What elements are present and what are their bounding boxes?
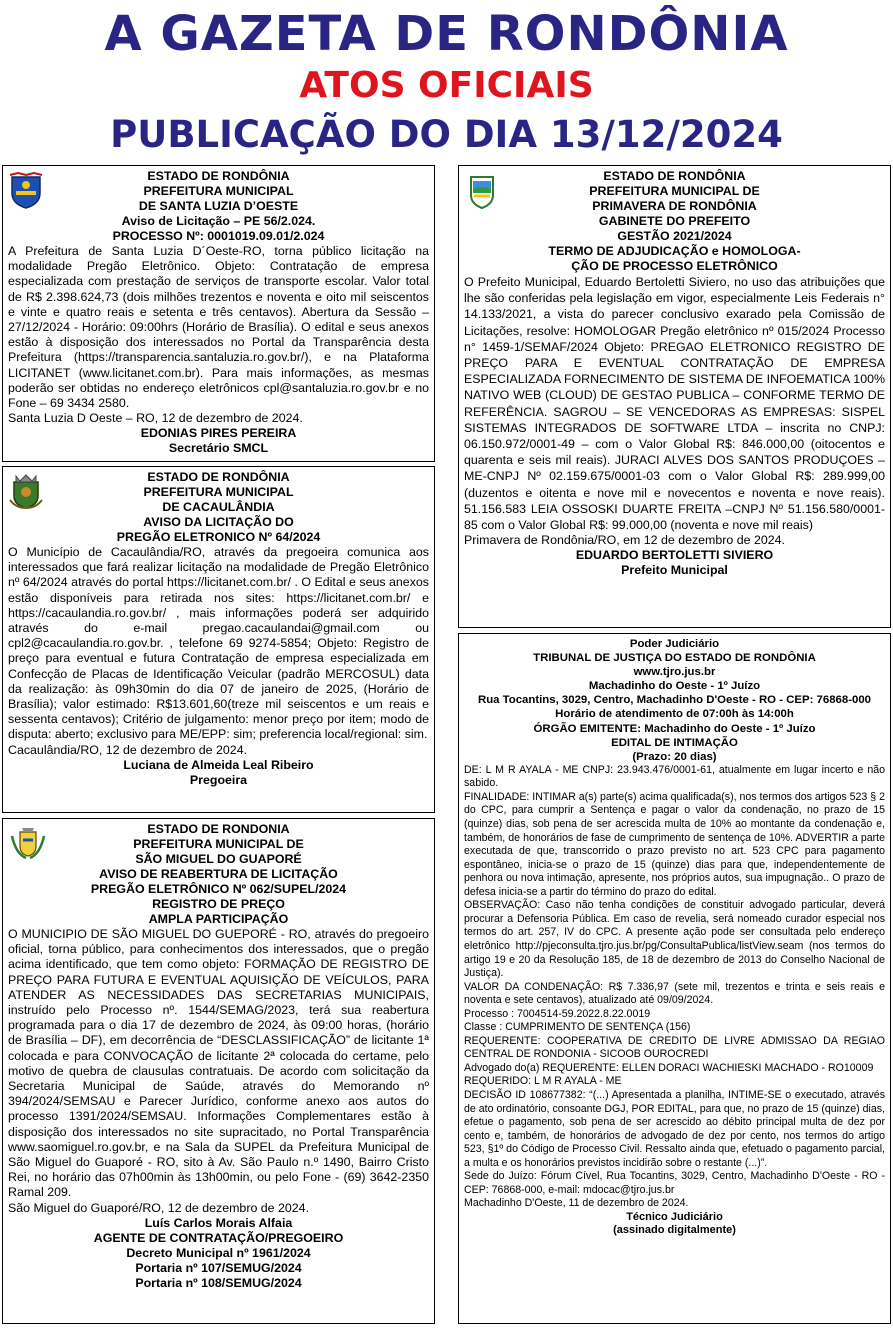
notice-signature: [464, 1211, 885, 1238]
header-line: DE CACAULÂNDIA: [162, 500, 275, 514]
notice-paragraph: Processo : 7004514-59.2022.8.22.0019: [464, 1007, 651, 1020]
header-line: PREFEITURA MUNICIPAL DE: [133, 837, 304, 851]
signer-role: Pregoeira: [189, 772, 248, 787]
header-line: (Prazo: 20 dias): [632, 750, 717, 763]
header-line: ESTADO DE RONDÔNIA: [603, 169, 746, 183]
header-line: PREGÃO ELETRÔNICO Nº 062/SUPEL/2024: [90, 882, 347, 896]
header-line: PREGÃO ELETRONICO Nº 64/2024: [116, 530, 321, 544]
notice-date: São Miguel do Guaporé/RO, 12 de dezembro de 2024.: [8, 1200, 310, 1215]
header-line: AVISO DA LICITAÇÃO DO: [143, 515, 294, 529]
notice-paragraph: DECISÃO ID 108677382: “(...) Apresentada a planilha, INTIME-SE o executado, através de ato ordinatório, consoante DGJ, POR EDITAL, para que, no prazo de 15 (quinze) dias, efetue o pagamento, sob pena de ser acrescido ao débito principal multa de dez por cento e, também, de honorários de advogado de dez por cento, nos termos do artigo 523, §1º do Código de Processo Civil. Ressalto ainda que, efetuado o pagamento parcial, a multa e os honorários previstos incidirão sobre o restante (...)”.: [464, 1088, 885, 1169]
header-line: Horário de atendimento de 07:00h às 14:00h: [555, 708, 794, 721]
notice-header: [8, 169, 429, 244]
masthead: [0, 0, 893, 160]
header-line: ÓRGÃO EMITENTE: Machadinho do Oeste - 1º Juízo: [533, 722, 816, 735]
header-line: REGISTRO DE PREÇO: [152, 897, 285, 911]
signer-role: Técnico Judiciário: [626, 1210, 723, 1223]
header-line: PREFEITURA MUNICIPAL: [143, 184, 294, 198]
notice-header: [464, 637, 885, 764]
signer-name: EDONIAS PIRES PEREIRA: [140, 426, 297, 441]
notice-primavera: [458, 165, 891, 628]
signer-ordinance: Portaria nº 108/SEMUG/2024: [135, 1275, 302, 1290]
header-line: PREFEITURA MUNICIPAL: [143, 485, 294, 499]
signer-decree: Decreto Municipal nº 1961/2024: [126, 1245, 311, 1260]
notice-paragraph: FINALIDADE: INTIMAR a(s) parte(s) acima qualificada(s), nos termos dos artigos 523 § 2 do CPC, para cumprir a Sentença e pagar o valor da condenação, no prazo de 15 (quinze) dias, sob pena de ser acrescida multa de 10% ao montante da condenação e, também, de honorários de fase de cumprimento de sentença de 10%. ADVERTIR a parte executada de que, transcorrido o prazo previsto no art. 523 CPC para pagamento espontâneo, inicia-se o prazo de 15 (quinze) dias para que, independentemente de penhora ou nova intimação, apresente, nos próprios autos, sua impugnação.. O prazo de defesa inicia-se a partir do término do prazo do edital.: [464, 790, 885, 898]
notice-paragraph: Classe : CUMPRIMENTO DE SENTENÇA (156): [464, 1021, 691, 1034]
header-line: ESTADO DE RONDONIA: [147, 822, 290, 836]
notice-date: Santa Luzia D Oeste – RO, 12 de dezembro de 2024.: [8, 411, 303, 426]
notice-body: O Prefeito Municipal, Eduardo Bertoletti Siviero, no uso das atribuições que lhe são conferidas pela legislação em vigor, especialmente Leis Federais n° 14.133/2021, a vista do parecer conclusivo exarado pela Comissão de Licitações, resolve: HOMOLOGAR Pregão eletrônico nº 015/2024 Processo n° 1459-1/SEMAF/2024 Objeto: PREGAO ELETRONICO REGISTRO DE PREÇO PARA E EVENTUAL CONTRATAÇÃO DE EMPRESA ESPECIALIZADA FORNECIMENTO DE SISTEMA DE INFOEMATICA 100% NATIVO WEB (CLOUD) DE GESTAO PUBLICA – CONFORME TERMO DE REFERÊNCIA. SAGROU – SE VENCEDORAS AS EMPRESAS: SISPEL SISTEMAS INTEGRADOS DE SOFTWARE LTDA – inscrita no CNPJ: 06.150.972/0001-49 – com o Valor Global R$: 846.000,00 (oitocentos e quarenta e seis mil reais). JURACI ALVES DOS SANTOS PRODUÇOES –ME-CNPJ Nº 02.159.675/0001-03 com o Valor Global R$: 289.999,00 (duzentos e oitenta e nove mil e novecentos e noventa e nove reais). 51.156.583 LEIA OSSOSKI DUARTE FREITA –CNPJ Nº 51.156.580/0001-85 com o Valor Global R$: 99.000,00 (noventa e nove mil reais): [464, 275, 885, 533]
notice-paragraph: DE: L M R AYALA - ME CNPJ: 23.943.476/0001-61, atualmente em lugar incerto e não sabido.: [464, 763, 885, 790]
municipal-crest-icon: [8, 171, 44, 209]
notice-paragraph: Advogado do(a) REQUERENTE: ELLEN DORACI WACHIESKI MACHADO - RO10009: [464, 1061, 874, 1074]
notice-paragraph: OBSERVAÇÃO: Caso não tenha condições de constituir advogado particular, deverá procurar a Defensoria Pública. Em caso de revelia, será nomeado curador especial nos termos do art. 257, IV do CPC. A presente ação pode ser consultada pelo endereço eletrônico http://pjeconsulta.tjro.jus.br/pg/ConsultaPublica/listView.seam (nos termos do artigo 19 e 20 da Resolução 185, de 18 de dezembro de 2013 do Conselho Nacional de Justiça).: [464, 899, 885, 980]
header-line: PRIMAVERA DE RONDÔNIA: [592, 199, 757, 213]
notice-paragraph: VALOR DA CONDENAÇÃO: R$ 7.336,97 (sete mil, trezentos e trinta e seis reais e noventa e sete centavos), atualizado até 09/09/2024.: [464, 980, 885, 1007]
notice-header: [8, 822, 429, 927]
notice-paragraph: REQUERENTE: COOPERATIVA DE CREDITO DE LIVRE ADMISSAO DA REGIAO CENTRAL DE RONDONIA - SICOOB OUROCREDI: [464, 1034, 885, 1061]
signer-role: Secretário SMCL: [168, 441, 269, 456]
signer-name: Luís Carlos Morais Alfaia: [144, 1215, 293, 1230]
notice-date: Cacaulândia/RO, 12 de dezembro de 2024.: [8, 742, 248, 757]
newspaper-title: A GAZETA DE RONDÔNIA: [104, 6, 789, 62]
edition-date: PUBLICAÇÃO DO DIA 13/12/2024: [110, 113, 783, 156]
header-line: ESTADO DE RONDÔNIA: [147, 470, 290, 484]
header-line: TRIBUNAL DE JUSTIÇA DO ESTADO DE RONDÔNIA: [533, 652, 816, 665]
municipal-crest-icon: [8, 472, 44, 510]
header-line: Rua Tocantins, 3029, Centro, Machadinho D'Oeste - RO - CEP: 76868-000: [477, 694, 872, 707]
notice-sao-miguel: [2, 818, 435, 1324]
signer-role: AGENTE DE CONTRATAÇÃO/PREGOEIRO: [93, 1230, 344, 1245]
header-line: GESTÃO 2021/2024: [617, 229, 732, 243]
notice-header: [464, 169, 885, 274]
header-line: PROCESSO Nº: 0001019.09.01/2.024: [112, 229, 325, 243]
notice-signature: [464, 548, 885, 578]
notice-date: Primavera de Rondônia/RO, em 12 de dezembro de 2024.: [464, 533, 785, 548]
signer-note: (assinado digitalmente): [613, 1224, 736, 1237]
section-title: ATOS OFICIAIS: [299, 65, 594, 106]
signer-ordinance: Portaria nº 107/SEMUG/2024: [135, 1260, 302, 1275]
municipal-crest-icon: [464, 171, 500, 209]
header-line: Aviso de Licitação – PE 56/2.024.: [121, 214, 316, 228]
header-line: ESTADO DE RONDÔNIA: [147, 169, 290, 183]
header-line: TERMO DE ADJUDICAÇÃO e HOMOLOGA-: [548, 244, 801, 258]
header-line: SÃO MIGUEL DO GUAPORÉ: [135, 852, 302, 866]
header-line: Machadinho do Oeste - 1º Juízo: [588, 680, 761, 693]
notice-signature: [8, 426, 429, 456]
header-line: ÇÃO DE PROCESSO ELETRÔNICO: [571, 259, 778, 273]
signer-role: Prefeito Municipal: [621, 563, 728, 578]
notice-paragraph: REQUERIDO: L M R AYALA - ME: [464, 1075, 622, 1088]
header-line: AVISO DE REABERTURA DE LICITAÇÃO: [99, 867, 338, 881]
header-line: GABINETE DO PREFEITO: [598, 214, 751, 228]
header-line: PREFEITURA MUNICIPAL DE: [589, 184, 760, 198]
notice-signature: [8, 758, 429, 788]
signer-name: Luciana de Almeida Leal Ribeiro: [123, 757, 314, 772]
header-line: DE SANTA LUZIA D’OESTE: [138, 199, 299, 213]
notice-cacaulandia: [2, 466, 435, 813]
notice-signature: [8, 1216, 429, 1291]
notice-header: [8, 470, 429, 545]
signer-name: EDUARDO BERTOLETTI SIVIERO: [575, 548, 774, 563]
header-line: AMPLA PARTICIPAÇÃO: [148, 912, 289, 926]
header-line: EDITAL DE INTIMAÇÃO: [611, 736, 738, 749]
notice-santa-luzia: [2, 165, 435, 462]
header-line: Poder Judiciário: [629, 638, 720, 650]
notice-paragraph: Sede do Juízo: Fórum Cível, Rua Tocantins, 3029, Centro, Machadinho D'Oeste - RO - CEP: 76868-000, e-mail: mdocac@tjro.jus.br: [464, 1170, 885, 1196]
notice-body: O Município de Cacaulândia/RO, através da pregoeira comunica aos interessados que fará realizar licitação na modalidade de Pregão Eletrônico nº 64/2024 através do portal https://licitanet.com.br/ . O Edital e seus anexos estão disponíveis para retirada nos sites: https://licitanet.com.br/ e https://cacaulandia.ro.gov.br/ , mais informações poderá ser adquirido através do e-mail pregao.cacaulandai@gmail.com ou cpl2@cacaulandia.ro.gov.br. , telefone 69 9274-5854; Objeto: Registro de preço para eventual e futura Contratação de empresa especializada em Confecção de Placas de Identificação Veicular (padrão MERCOSUL) data da realização: às 09h30min do dia 07 de janeiro de 2025, (Horário de Brasília); valor estimado: R$13.601,60(treze mil seiscentos e um reais e sessenta centavos); Critério de julgamento: menor preço por item; modo de disputa: aberto; exclusivo para ME/EPP: sim; preferencia local/regional: sim.: [8, 545, 429, 742]
notice-tjro: [458, 633, 891, 1324]
municipal-crest-icon: [8, 824, 48, 862]
notice-body: A Prefeitura de Santa Luzia D´Oeste-RO, torna público licitação na modalidade Pregão Eletrônico. Objeto: Contratação de empresa especializada com prestação de serviços de transporte escolar. Valor total de R$ 2.398.624,73 (dois milhões trezentos e noventa e oito mil seiscentos e vinte e quatro reais e setenta e três centavos). Abertura da Sessão – 27/12/2024 - Horário: 09:00hrs (Horário de Brasília). O edital e seus anexos estão à disposição dos interessados no Portal da Transparência desta Prefeitura (https://transparencia.santaluzia.ro.gov.br/), e na Plataforma LICITANET (www.licitanet.com.br). Para mais informações, as mesmas poderão ser obtidas no endereço eletrônicos cpl@santaluzia.ro.gov.br e no Fone – 69 3434 2580.: [8, 244, 429, 411]
notice-body: O MUNICIPIO DE SÃO MIGUEL DO GUEPORÉ - RO, através do pregoeiro oficial, torna público, para conhecimentos dos interessados, que o pregão acima identificado, que tem como objeto: FORMAÇÃO DE REGISTRO DE PREÇO PARA FUTURA E EVENTUAL AQUISIÇÃO DE VEÍCULOS, PARA ATENDER AS NECESSIDADES DAS SECRETARIAS MUNICIPAIS, instruído pelo Processo nº. 1544/SEMAG/2023, terá sua reabertura programada para o dia 17 de dezembro de 2024, às 09:00 horas, (horário de Brasília – DF), em decorrência de “DESCLASSIFICAÇÃO” de licitante 1ª colocada e para CONVOCAÇÃO de licitante 2ª colocada do certame, pelo motivo de quebra de clausulas contratuais. De acordo com solicitação da Secretaria Municipal de Saúde, através do Memorando nº 394/2024/SEMSAU e Parecer Jurídico, conforme anexo aos autos do processo 1391/2024/SEMSAU. Informações Complementares estão à disposição dos interessados no site supracitado, no Portal Transparência www.saomiguel.ro.gov.br, e na Sala da SUPEL da Prefeitura Municipal de São Miguel do Guaporé - RO, sito à Av. São Paulo n.º 1490, Bairro Cristo Rei, no horário das 07h00min às 13h00min, ou pelo Fone - (69) 3642-2350 Ramal 209.: [8, 927, 429, 1200]
notice-date: Machadinho D'Oeste, 11 de dezembro de 2024.: [464, 1197, 689, 1210]
header-line: www.tjro.jus.br: [633, 666, 716, 679]
